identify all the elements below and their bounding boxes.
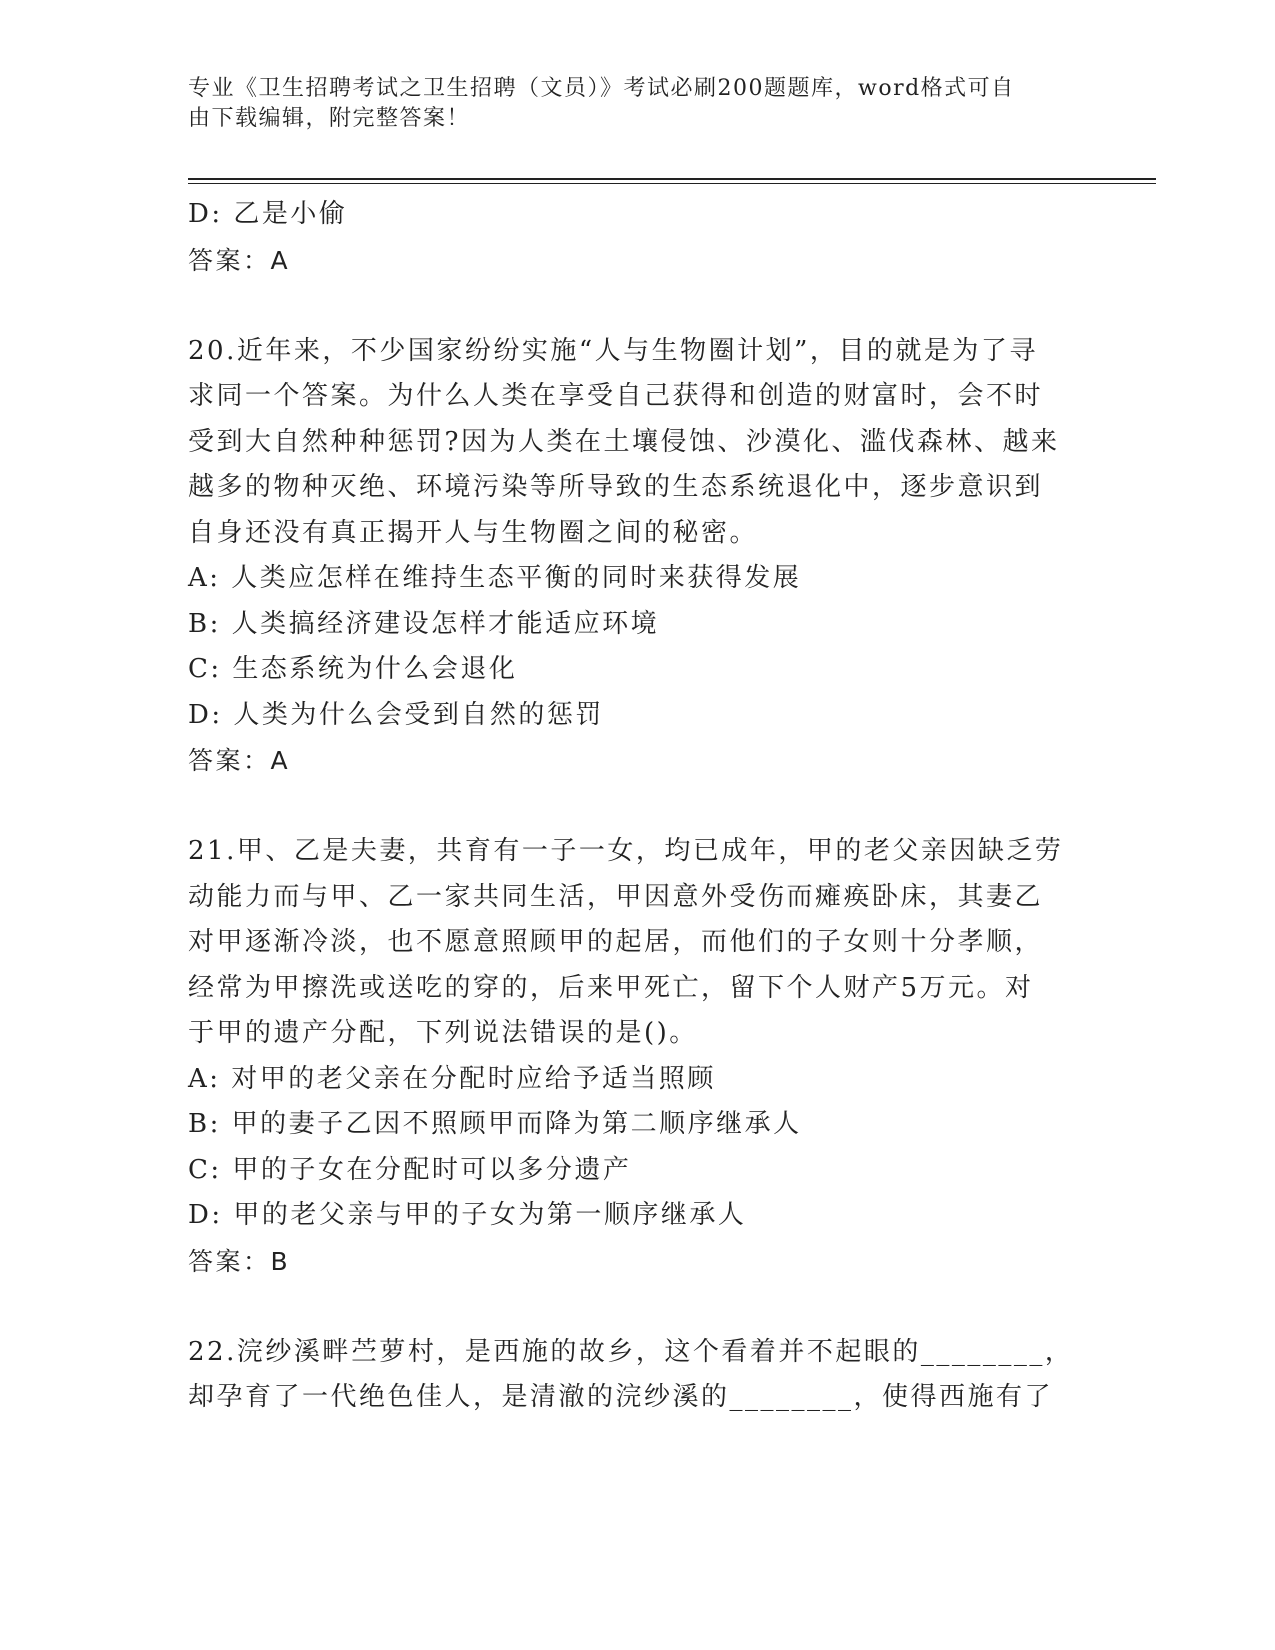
q21-answer: 答案：B	[188, 1246, 291, 1276]
q21-line-3: 对甲逐渐冷淡，也不愿意照顾甲的起居，而他们的子女则十分孝顺，	[188, 927, 1044, 957]
question-21	[188, 829, 1088, 1284]
q21-option-c: C: 甲的子女在分配时可以多分遗产	[188, 1154, 632, 1185]
header-divider-thin	[188, 183, 1156, 184]
header-divider-thick	[188, 178, 1156, 180]
q20-option-a: A: 人类应怎样在维持生态平衡的同时来获得发展	[188, 563, 802, 593]
page-header	[188, 74, 1068, 134]
q20-line-5: 自身还没有真正揭开人与生物圈之间的秘密。	[188, 517, 759, 548]
spacer	[188, 784, 1088, 830]
q20-option-b: B: 人类搞经济建设怎样才能适应环境	[188, 608, 660, 639]
q21-line-5: 于甲的遗产分配，下列说法错误的是()。	[188, 1018, 698, 1048]
question-content	[188, 192, 1088, 1421]
prev-answer: 答案：A	[188, 245, 291, 275]
q22-line-2: 却孕育了一代绝色佳人，是清澈的浣纱溪的________，使得西施有了	[188, 1382, 1054, 1412]
question-22	[188, 1330, 1088, 1421]
q22-line-1: 22.浣纱溪畔苎萝村，是西施的故乡，这个看着并不起眼的________，	[188, 1336, 1074, 1367]
question-20	[188, 329, 1088, 784]
q20-option-c: C: 生态系统为什么会退化	[188, 654, 518, 684]
q20-line-1: 20.近年来，不少国家纷纷实施“人与生物圈计划”，目的就是为了寻	[188, 335, 1038, 366]
q20-answer: 答案：A	[188, 746, 291, 775]
spacer	[188, 283, 1088, 329]
q21-option-a: A: 对甲的老父亲在分配时应给予适当照顾	[188, 1063, 716, 1094]
q21-line-4: 经常为甲擦洗或送吃的穿的，后来甲死亡，留下个人财产5万元。对	[188, 972, 1034, 1003]
header-line-2: 由下载编辑，附完整答案！	[188, 106, 471, 131]
q20-line-4: 越多的物种灭绝、环境污染等所导致的生态系统退化中，逐步意识到	[188, 472, 1044, 502]
q20-line-3: 受到大自然种种惩罚?因为人类在土壤侵蚀、沙漠化、滥伐森林、越来	[188, 426, 1060, 457]
prev-option-d: D: 乙是小偷	[188, 199, 348, 229]
q20-line-2: 求同一个答案。为什么人类在享受自己获得和创造的财富时，会不时	[188, 381, 1044, 411]
spacer	[188, 1284, 1088, 1330]
q21-option-b: B: 甲的妻子乙因不照顾甲而降为第二顺序继承人	[188, 1109, 802, 1139]
q20-option-d: D: 人类为什么会受到自然的惩罚	[188, 699, 604, 730]
q21-line-2: 动能力而与甲、乙一家共同生活，甲因意外受伤而瘫痪卧床，其妻乙	[188, 881, 1044, 912]
q21-option-d: D: 甲的老父亲与甲的子女为第一顺序继承人	[188, 1200, 747, 1230]
header-line-1: 专业《卫生招聘考试之卫生招聘（文员）》考试必刷200题题库，word格式可自	[188, 76, 1015, 101]
q21-line-1: 21.甲、乙是夫妻，共育有一子一女，均已成年，甲的老父亲因缺乏劳	[188, 836, 1064, 866]
